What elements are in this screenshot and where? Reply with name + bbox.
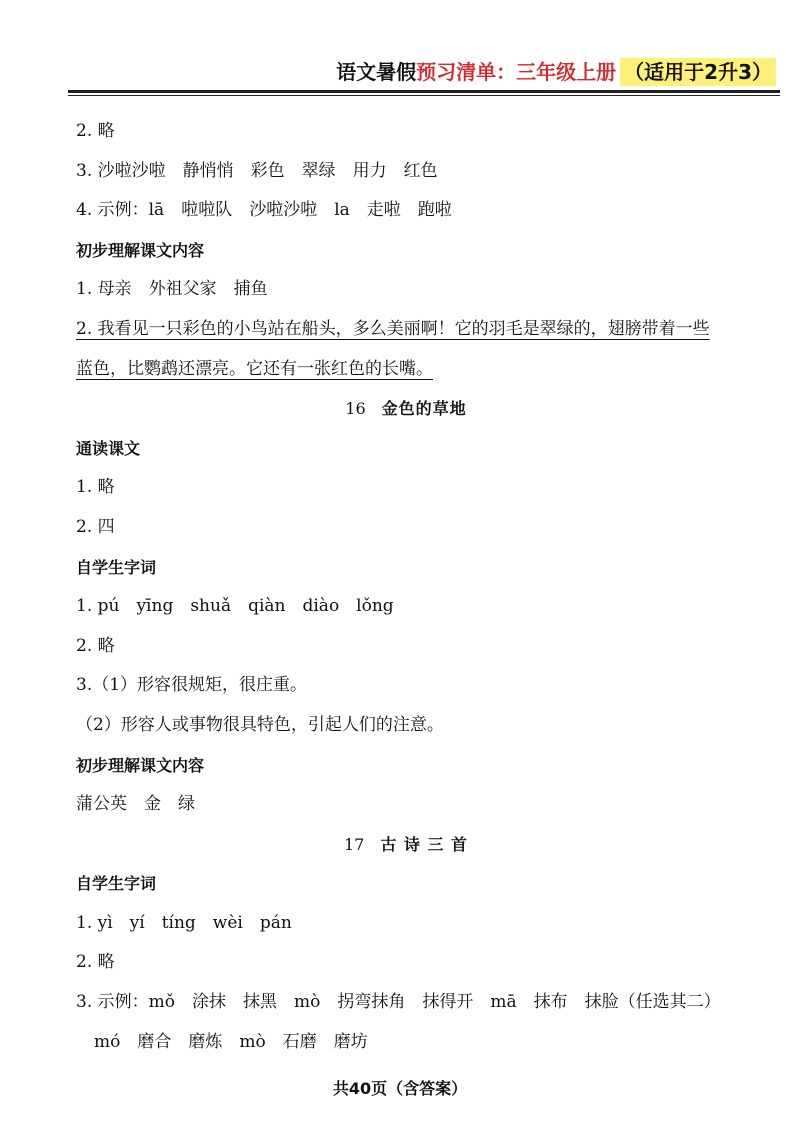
- lesson-title: [76, 825, 736, 865]
- answer-line: 2. 略: [76, 121, 115, 141]
- answer-line: （2）形容人或事物很具特色，引起人们的注意。: [76, 714, 444, 735]
- answer-line: mó 磨合 磨炼 mò 石磨 磨坊: [94, 1031, 368, 1052]
- answer-line: 2. 略: [76, 952, 115, 973]
- lesson-number: 17: [343, 834, 365, 854]
- section-heading: 初步理解课文内容: [76, 755, 205, 775]
- lesson-number: 16: [345, 399, 366, 419]
- answer-line: 蒲公英 金 绿: [76, 794, 195, 815]
- answer-line: 1. 略: [76, 477, 115, 498]
- lesson-title: [76, 389, 736, 429]
- answer-line: 1. pú yīng shuǎ qiàn diào lǒng: [76, 596, 394, 617]
- answer-line: 1. 母亲 外祖父家 捕鱼: [76, 279, 268, 300]
- answer-line: 3.（1）形容很规矩，很庄重。: [76, 675, 308, 696]
- section-heading: 通读课文: [76, 438, 141, 458]
- header-rule-thin: [68, 95, 780, 96]
- answer-line-underlined: 2. 我看见一只彩色的小鸟站在船头，多么美丽啊！它的羽毛是翠绿的，翅膀带着一些: [76, 318, 710, 339]
- answer-content: [76, 112, 736, 1062]
- answer-line: 2. 略: [76, 635, 115, 656]
- answer-line: 2. 四: [76, 516, 115, 537]
- answer-line: 1. yì yí tíng wèi pán: [76, 912, 292, 933]
- lesson-name: 金色的草地: [381, 399, 467, 419]
- header-title: 语文暑假: [336, 60, 417, 84]
- answer-line: 3. 沙啦沙啦 静悄悄 彩色 翠绿 用力 红色: [76, 160, 438, 181]
- page-header: [336, 56, 776, 85]
- answer-line: 3. 示例：mǒ 涂抹 抹黑 mò 拐弯抹角 抹得开 mā 抹布 抹脸（任选其二）: [76, 992, 721, 1013]
- answer-line: 4. 示例：lā 啦啦队 沙啦沙啦 la 走啦 跑啦: [76, 200, 452, 221]
- section-heading: 自学生字词: [76, 874, 157, 894]
- header-subtitle: 预习清单：三年级上册: [416, 60, 617, 84]
- header-grade-badge: （适用于2升3）: [620, 58, 776, 86]
- section-heading: 初步理解课文内容: [76, 240, 205, 260]
- page-footer: 共40页（含答案）: [332, 1079, 468, 1098]
- lesson-name: 古 诗 三 首: [380, 834, 469, 854]
- answer-line-underlined: 蓝色，比鹦鹉还漂亮。它还有一张红色的长嘴。: [76, 358, 433, 379]
- section-heading: 自学生字词: [76, 557, 157, 577]
- header-rule-thick: [68, 90, 780, 93]
